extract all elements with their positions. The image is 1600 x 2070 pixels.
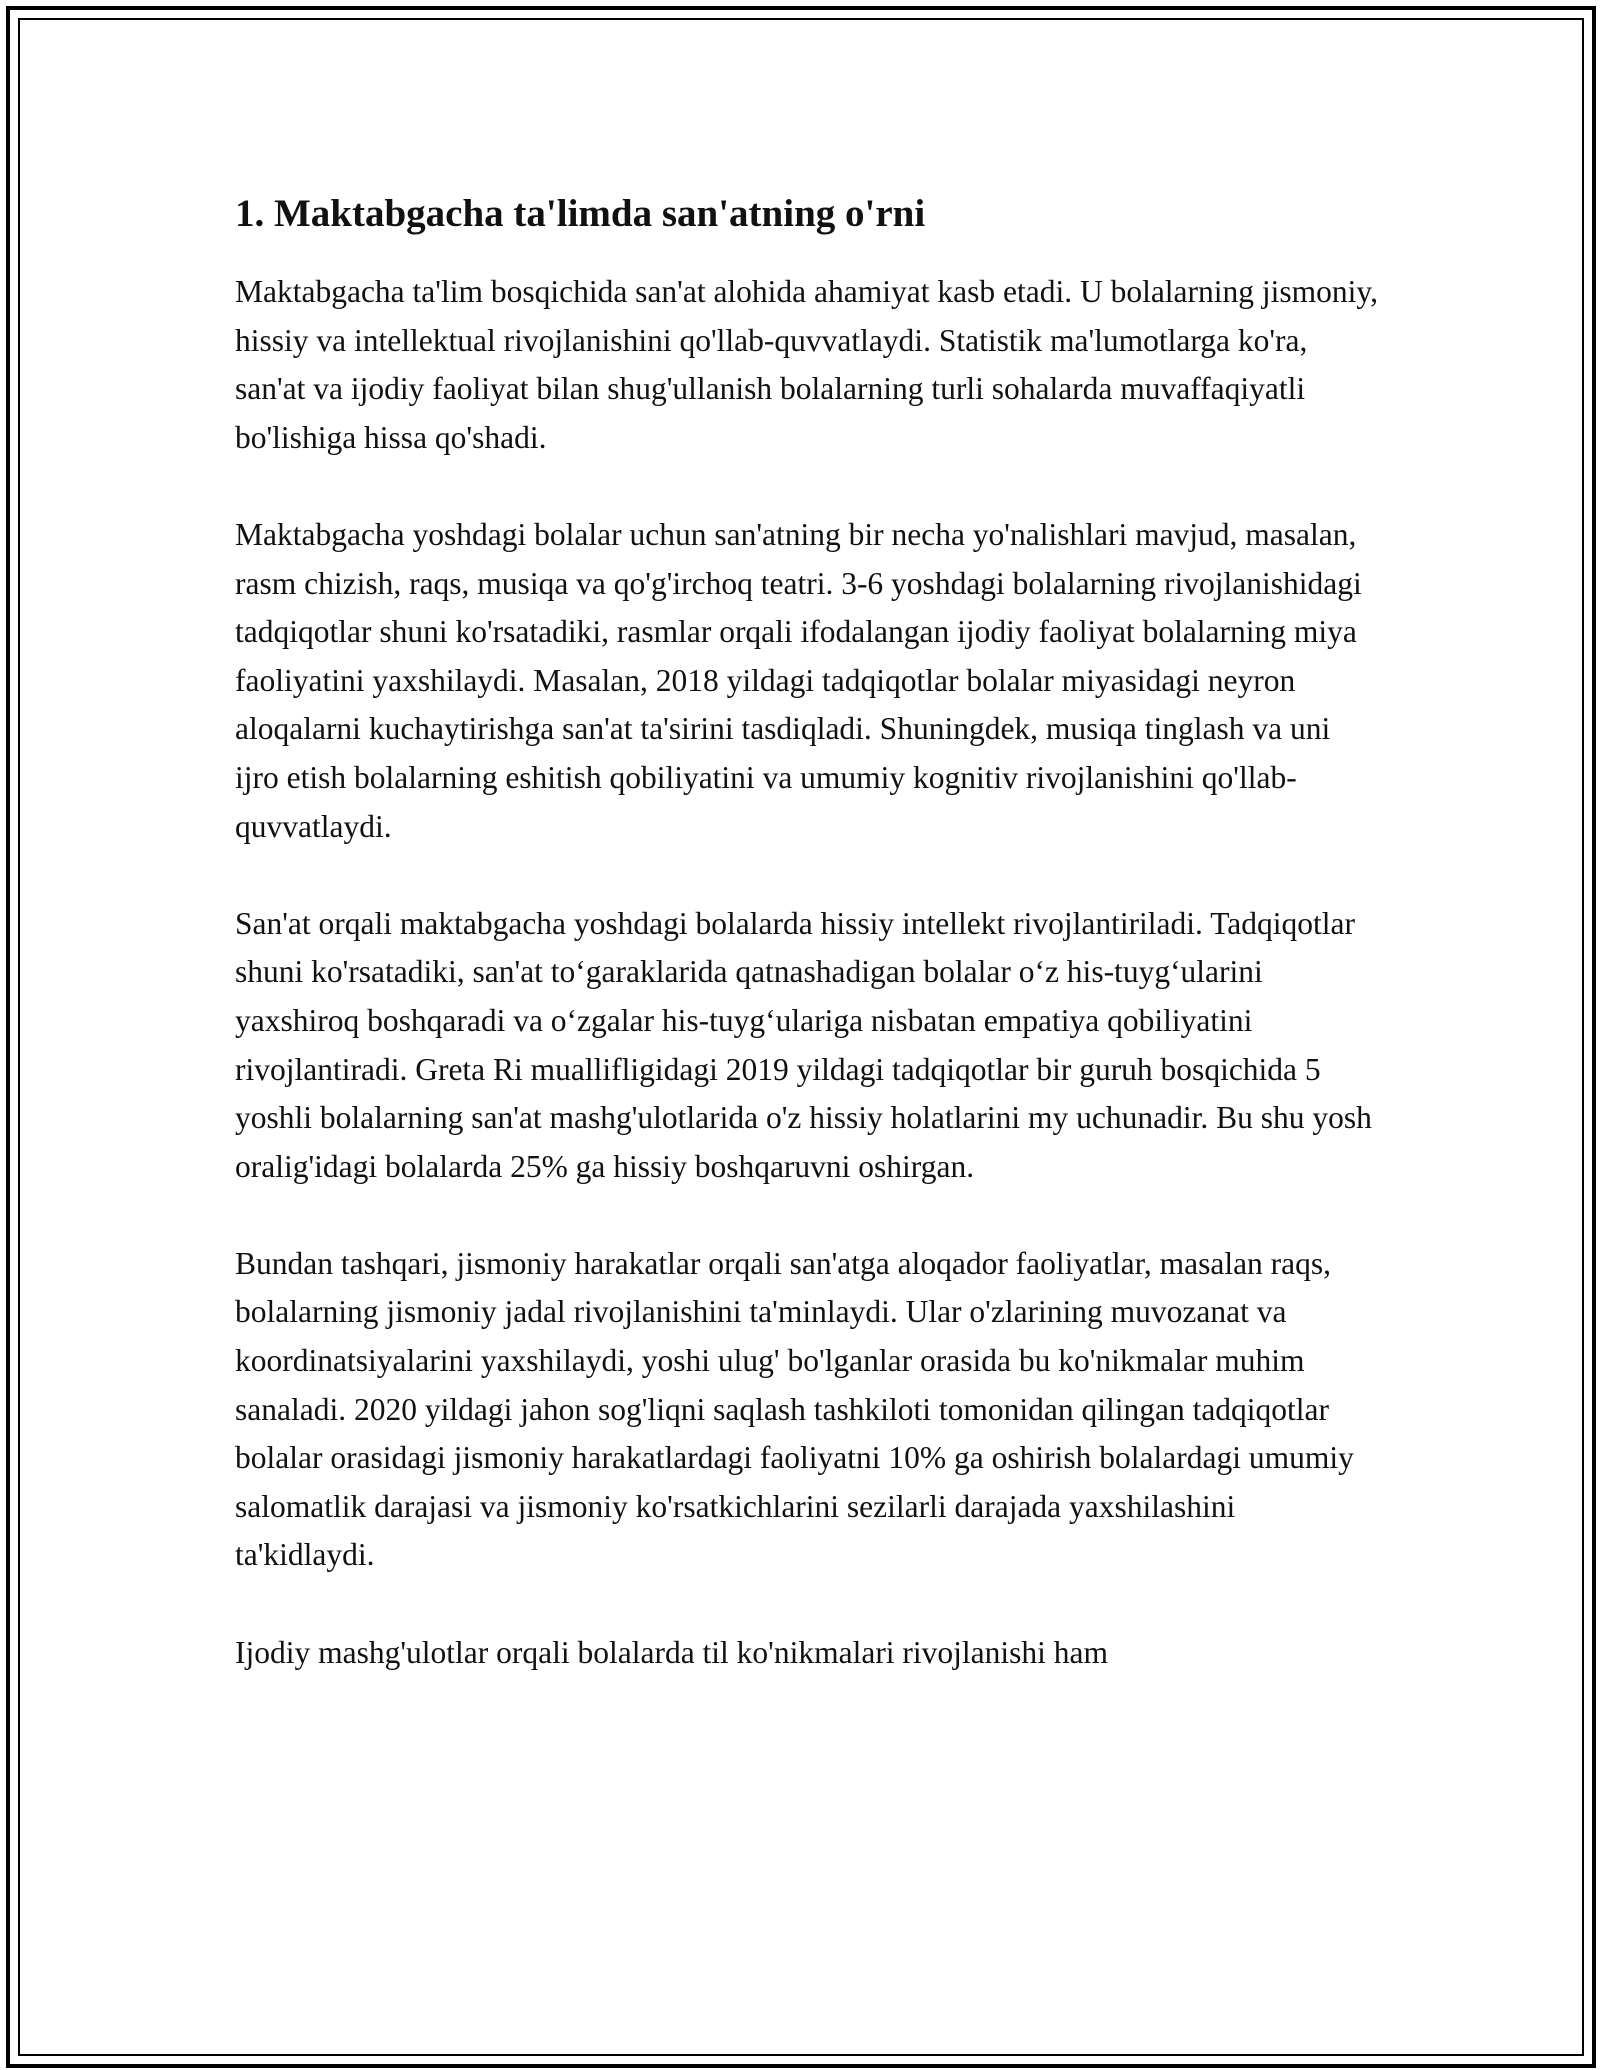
paragraph-2: Maktabgacha yoshdagi bolalar uchun san'atning bir necha yo'nalishlari mavjud, masalan, rasm chizish, raqs, musiqa va qo'g'irchoq teatri. 3-6 yoshdagi bolalarning rivojlanishidagi tadqiqotlar shuni ko'rsatadiki, rasmlar orqali ifodalangan ijodiy faoliyat bolalarning miya faoliyatini yaxshilaydi. Masalan, 2018 yildagi tadqiqotlar bolalar miyasidagi neyron aloqalarni kuchaytirishga san'at ta'sirini tasdiqladi. Shuningdek, musiqa tinglash va uni ijro etish bolalarning eshitish qobiliyatini va umumiy kognitiv rivojlanishini qo'llab-quvvatlaydi. [235, 516, 1362, 844]
section-heading: 1. Maktabgacha ta'limda san'atning o'rni [235, 192, 926, 235]
paragraph-5: Ijodiy mashg'ulotlar orqali bolalarda til ko'nikmalari rivojlanishi ham [235, 1634, 1109, 1670]
paragraph-4: Bundan tashqari, jismoniy harakatlar orqali san'atga aloqador faoliyatlar, masalan raqs, bolalarning jismoniy jadal rivojlanishini ta'minlaydi. Ular o'zlarining muvozanat va koordinatsiyalarini yaxshilaydi, yoshi ulug' bo'lganlar orasida bu ko'nikmalar muhim sanaladi. 2020 yildagi jahon sog'liqni saqlash tashkiloti tomonidan qilingan tadqiqotlar bolalar orasidagi jismoniy harakatlardagi faoliyatni 10% ga oshirish bolalardagi umumiy salomatlik darajasi va jismoniy ko'rsatkichlarini sezilarli darajada yaxshilashini ta'kidlaydi. [235, 1245, 1354, 1573]
document-body [235, 190, 1380, 1677]
paragraph-1: Maktabgacha ta'lim bosqichida san'at alohida ahamiyat kasb etadi. U bolalarning jismoniy, hissiy va intellektual rivojlanishini qo'llab-quvvatlaydi. Statistik ma'lumotlarga ko'ra, san'at va ijodiy faoliyat bilan shug'ullanish bolalarning turli sohalarda muvaffaqiyatli bo'lishiga hissa qo'shadi. [235, 274, 1378, 455]
paragraph-3: San'at orqali maktabgacha yoshdagi bolalarda hissiy intellekt rivojlantiriladi. Tadqiqotlar shuni ko'rsatadiki, san'at to‘garaklarida qatnashadigan bolalar o‘z his-tuyg‘ularini yaxshiroq boshqaradi va o‘zgalar his-tuyg‘ulariga nisbatan empatiya qobiliyatini rivojlantiradi. Greta Ri muallifligidagi 2019 yildagi tadqiqotlar bir guruh bosqichida 5 yoshli bolalarning san'at mashg'ulotlarida o'z hissiy holatlarini my uchunadir. Bu shu yosh oralig'idagi bolalarda 25% ga hissiy boshqaruvni oshirgan. [235, 905, 1372, 1184]
